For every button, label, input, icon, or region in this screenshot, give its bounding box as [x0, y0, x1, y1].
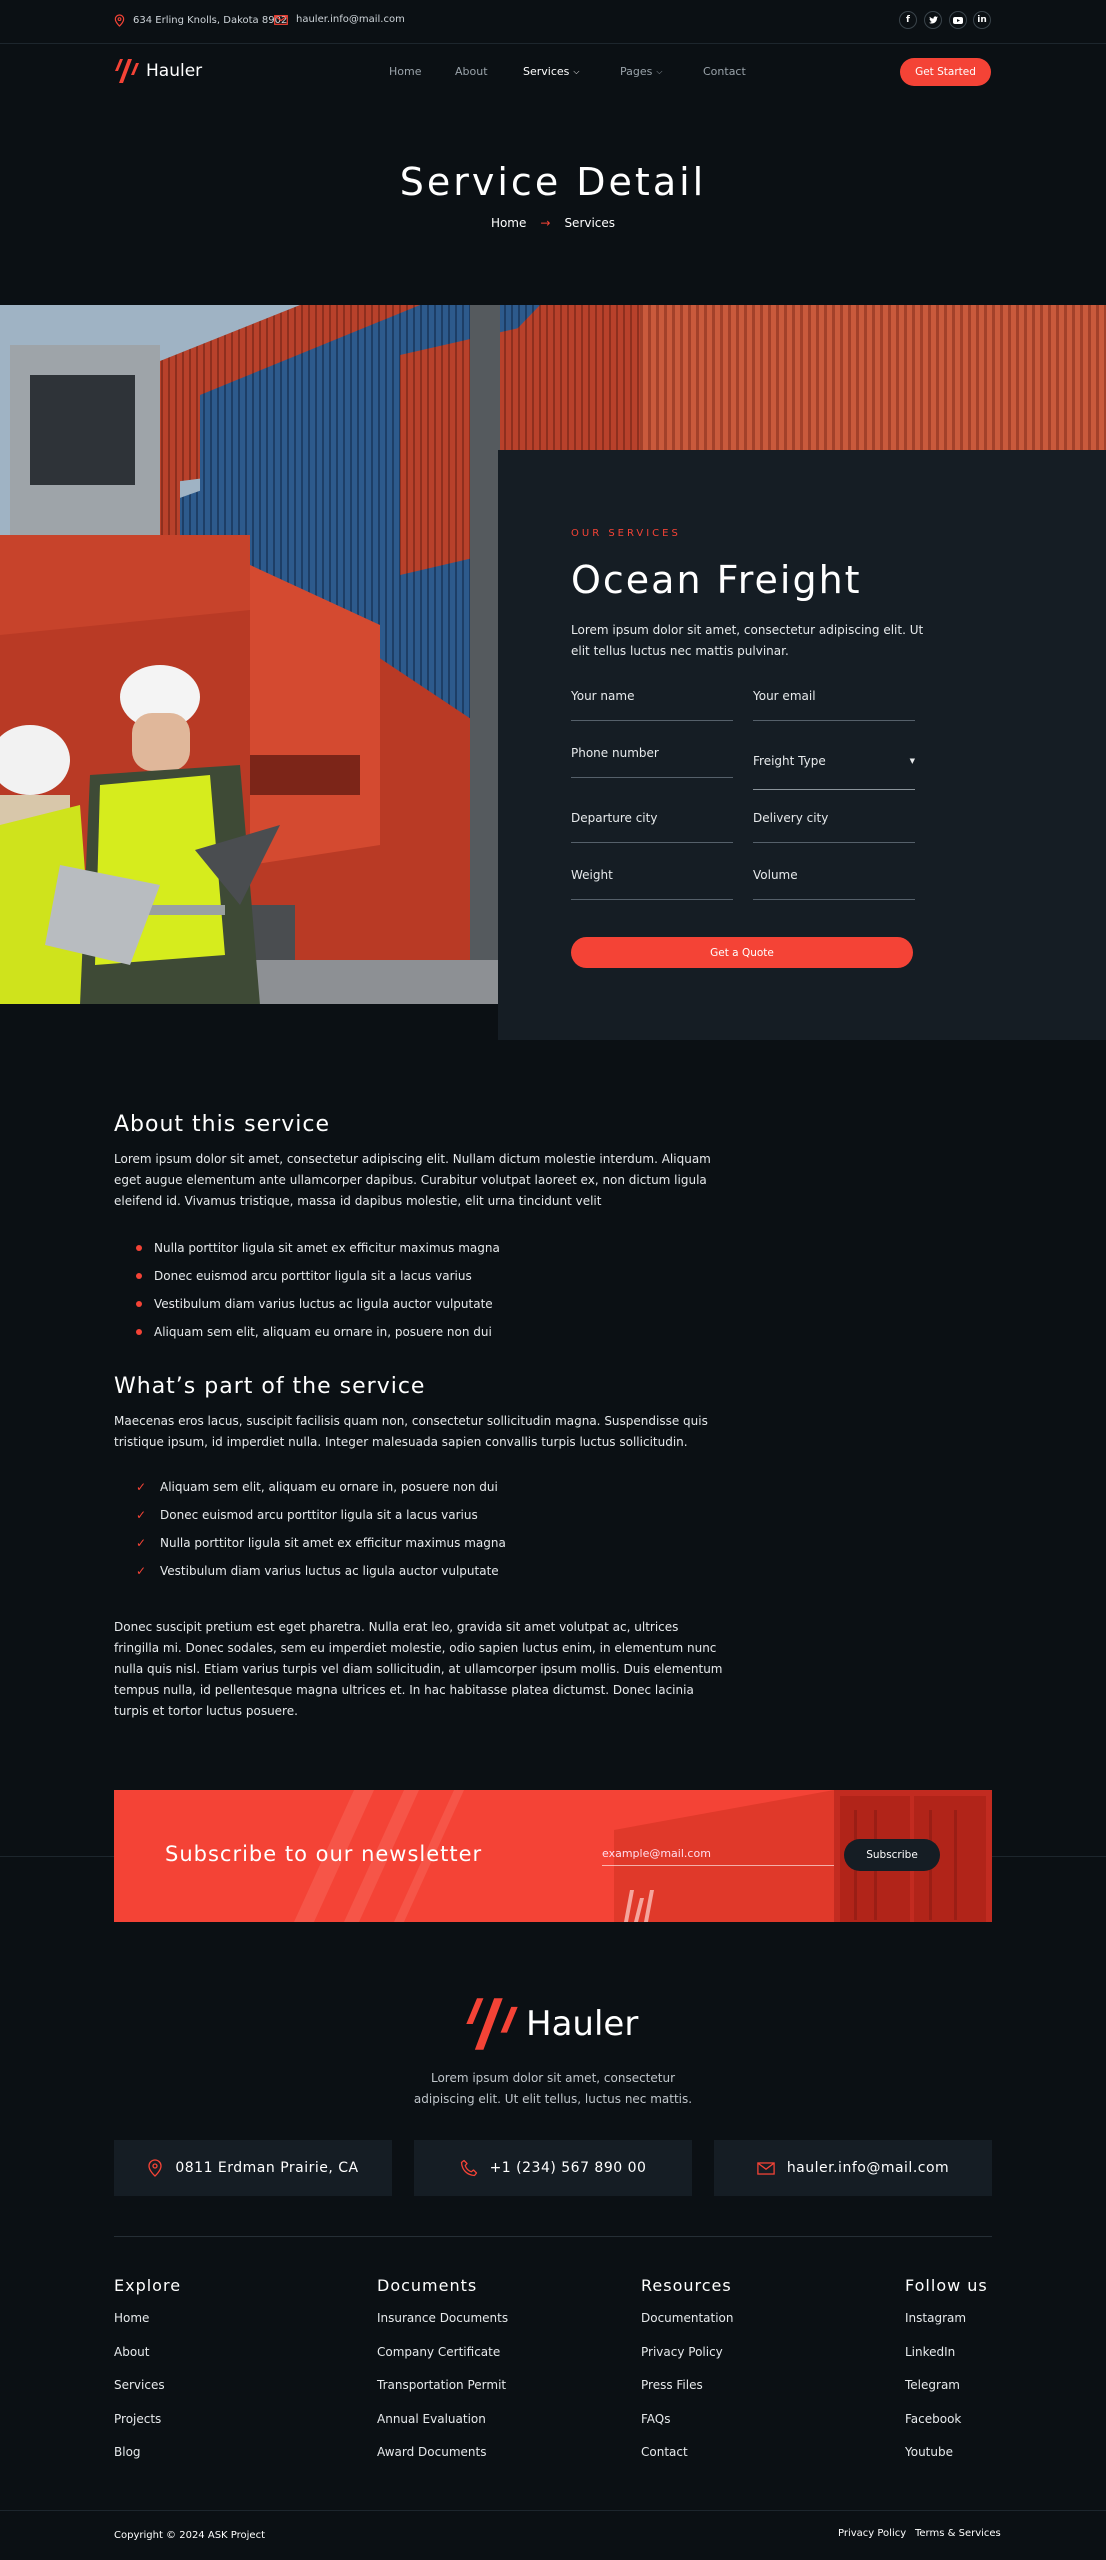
footer-col-explore [114, 2276, 181, 2479]
bullet-dot-icon [136, 1301, 142, 1307]
footer-link[interactable]: Press Files [641, 2378, 703, 2392]
newsletter-banner [114, 1790, 992, 1922]
footer-col-title: Explore [114, 2276, 182, 2295]
nav-about[interactable]: About [455, 65, 488, 78]
chevron-down-icon: ⌵ [573, 66, 580, 76]
chevron-down-icon: ⌵ [656, 66, 663, 76]
check-icon: ✓ [136, 1564, 147, 1578]
footer-link[interactable]: Blog [114, 2445, 141, 2459]
part-title: What’s part of the service [114, 1374, 426, 1399]
freight-type-value: Freight Type [753, 754, 826, 768]
logo-text: Hauler [146, 61, 203, 81]
footer-link[interactable]: Home [114, 2311, 150, 2325]
newsletter-title: Subscribe to our newsletter [165, 1842, 483, 1866]
delivery-field[interactable] [753, 807, 915, 843]
phone-input[interactable] [571, 744, 733, 760]
check-icon: ✓ [136, 1480, 147, 1494]
address-card-text: 0811 Erdman Prairie, CA [175, 2160, 359, 2176]
get-started-button[interactable]: Get Started [900, 58, 991, 86]
footer-link[interactable]: Youtube [905, 2445, 953, 2459]
main-nav [0, 45, 1106, 99]
phone-icon [460, 2159, 478, 2177]
departure-input[interactable] [571, 809, 733, 825]
footer-col-title: Resources [641, 2276, 732, 2295]
volume-input[interactable] [753, 866, 915, 882]
address-text: 634 Erling Knolls, Dakota 8902 [133, 15, 288, 26]
terms-link[interactable]: Terms & Services [915, 2528, 1001, 2539]
weight-input[interactable] [571, 866, 733, 882]
about-list [114, 1234, 724, 1346]
footer-link[interactable]: About [114, 2344, 150, 2359]
part-list [114, 1473, 724, 1585]
get-quote-button[interactable]: Get a Quote [571, 937, 913, 968]
twitter-icon[interactable] [924, 11, 942, 29]
service-description: Lorem ipsum dolor sit amet, consectetur adipiscing elit. Ut elit tellus luctus nec mattis pulvinar. [571, 623, 924, 658]
footer-description: Lorem ipsum dolor sit amet, consectetur adipiscing elit. Ut elit tellus, luctus nec mattis. [413, 2071, 693, 2106]
page-title: Service Detail [399, 160, 707, 204]
copyright: Copyright © 2024 ASK Project [114, 2530, 265, 2541]
list-item: Aliquam sem elit, aliquam eu ornare in, posuere non dui [114, 1318, 724, 1346]
email-input[interactable] [753, 687, 915, 703]
privacy-policy-link[interactable]: Privacy Policy [838, 2528, 907, 2539]
phone-card[interactable] [414, 2140, 692, 2196]
footer-link[interactable]: Transportation Permit [377, 2378, 507, 2392]
footer-link[interactable]: Facebook [905, 2411, 962, 2426]
footer-logo[interactable] [464, 1994, 638, 2054]
breadcrumb-home[interactable]: Home [490, 216, 527, 230]
footer-link[interactable]: Company Certificate [377, 2344, 501, 2359]
list-item: Nulla porttitor ligula sit amet ex efficitur maximus magna [114, 1234, 724, 1262]
section-kicker: OUR SERVICES [571, 528, 681, 539]
location-pin-icon [114, 14, 125, 27]
footer-bottom-divider [0, 2510, 1106, 2511]
bullet-dot-icon [136, 1273, 142, 1279]
list-item: Vestibulum diam varius luctus ac ligula auctor vulputate [114, 1290, 724, 1318]
footer-logo-text: Hauler [526, 2004, 639, 2044]
footer-link[interactable]: FAQs [641, 2411, 671, 2426]
check-icon: ✓ [136, 1508, 147, 1522]
footer-link[interactable]: Privacy Policy [641, 2344, 723, 2359]
topbar-email[interactable] [274, 14, 405, 25]
nav-contact[interactable]: Contact [703, 65, 746, 78]
address-card [114, 2140, 392, 2196]
departure-field[interactable] [571, 807, 733, 843]
subscribe-button[interactable]: Subscribe [844, 1839, 940, 1871]
footer-col-documents [377, 2276, 508, 2479]
footer-link[interactable]: Insurance Documents [377, 2311, 509, 2325]
mail-icon [757, 2162, 775, 2175]
photo-spacer [0, 1004, 498, 1040]
email-card[interactable] [714, 2140, 992, 2196]
phone-card-text: +1 (234) 567 890 00 [489, 2160, 647, 2176]
footer-divider [114, 2236, 992, 2237]
email-text: hauler.info@mail.com [296, 14, 405, 25]
top-bar [0, 0, 1106, 44]
list-item: ✓ Nulla porttitor ligula sit amet ex efficitur maximus magna [136, 1536, 506, 1550]
list-item: ✓ Donec euismod arcu porttitor ligula sit a lacus varius [136, 1508, 478, 1522]
location-pin-icon [147, 2158, 163, 2178]
closing-text: Donec suscipit pretium est eget pharetra. Nulla erat leo, gravida sit amet volutpat ac, ultrices fringilla mi. Donec sodales, sem eu imperdiet molestie, odio sapien luctus enim, in elementum nunc nulla quis nisl. Etiam varius turpis vel diam sollicitudin, at ullamcorper ipsum mollis. Duis elementum tempus nulla, id pellentesque magna ultrices et. In hac habitasse platea dictumst. Donec lacinia turpis et tortor luctus posuere. [114, 1620, 723, 1718]
freight-type-select[interactable] [753, 742, 915, 790]
footer-link[interactable]: Award Documents [377, 2445, 487, 2459]
youtube-icon[interactable] [949, 11, 967, 29]
newsletter-email-input[interactable] [602, 1847, 834, 1860]
footer-link[interactable]: LinkedIn [905, 2344, 956, 2359]
logo[interactable] [114, 57, 202, 85]
check-icon: ✓ [136, 1536, 147, 1550]
name-input[interactable] [571, 687, 733, 703]
footer-col-title: Documents [377, 2276, 478, 2295]
service-title: Ocean Freight [571, 558, 862, 602]
footer-link[interactable]: Instagram [905, 2311, 967, 2325]
email-card-text: hauler.info@mail.com [786, 2160, 950, 2176]
topbar-address [114, 14, 287, 27]
footer-link[interactable]: Documentation [641, 2311, 734, 2325]
footer-link[interactable]: Services [114, 2378, 165, 2392]
delivery-input[interactable] [753, 809, 915, 825]
list-item: ✓ Vestibulum diam varius luctus ac ligula auctor vulputate [136, 1564, 499, 1578]
footer-link[interactable]: Telegram [905, 2378, 960, 2392]
hauler-logo-icon [114, 57, 140, 85]
phone-field[interactable] [571, 742, 733, 778]
bullet-dot-icon [136, 1245, 142, 1251]
linkedin-icon[interactable]: in [973, 11, 991, 29]
nav-home[interactable]: Home [389, 65, 422, 78]
footer-link[interactable]: Annual Evaluation [377, 2411, 486, 2426]
breadcrumb-services: Services [564, 216, 616, 230]
footer-col-title: Follow us [905, 2276, 988, 2295]
footer-col-follow [905, 2276, 988, 2479]
hauler-logo-icon [464, 1994, 520, 2054]
list-item: Donec euismod arcu porttitor ligula sit a lacus varius [114, 1262, 724, 1290]
breadcrumb [0, 216, 1106, 230]
facebook-icon[interactable]: f [899, 11, 917, 29]
list-item: ✓ Aliquam sem elit, aliquam eu ornare in, posuere non dui [136, 1480, 498, 1494]
about-title: About this service [114, 1112, 330, 1137]
volume-field[interactable] [753, 864, 915, 900]
bullet-dot-icon [136, 1329, 142, 1335]
email-field[interactable] [753, 685, 915, 721]
part-text: Maecenas eros lacus, suscipit facilisis quam non, consectetur sollicitudin magna. Suspendisse quis tristique ipsum, id imperdiet nulla. Integer malesuada sapien convallis turpis luctus sollicitudin. [114, 1414, 708, 1449]
name-field[interactable] [571, 685, 733, 721]
footer-col-resources [641, 2276, 734, 2479]
footer-link[interactable]: Projects [114, 2411, 162, 2426]
footer-link[interactable]: Contact [641, 2445, 688, 2459]
mail-icon [274, 15, 288, 25]
quote-form-panel [498, 450, 1106, 1040]
weight-field[interactable] [571, 864, 733, 900]
service-content [114, 1100, 724, 1722]
about-text: Lorem ipsum dolor sit amet, consectetur adipiscing elit. Nullam dictum molestie interdum. Aliquam eget augue elementum ante ullamcorper dapibus. Curabitur volutpat laoreet ex, non dictum ligula eleifend id. Vivamus tristique, massa id dapibus molestie, elit urna tincidunt velit [114, 1152, 711, 1208]
caret-down-icon: ▼ [909, 757, 915, 765]
nav-pages[interactable]: Pages ⌵ [620, 65, 663, 78]
nav-services[interactable]: Services ⌵ [523, 65, 580, 78]
arrow-right-icon: → [540, 216, 551, 230]
newsletter-email-field[interactable] [602, 1842, 834, 1866]
